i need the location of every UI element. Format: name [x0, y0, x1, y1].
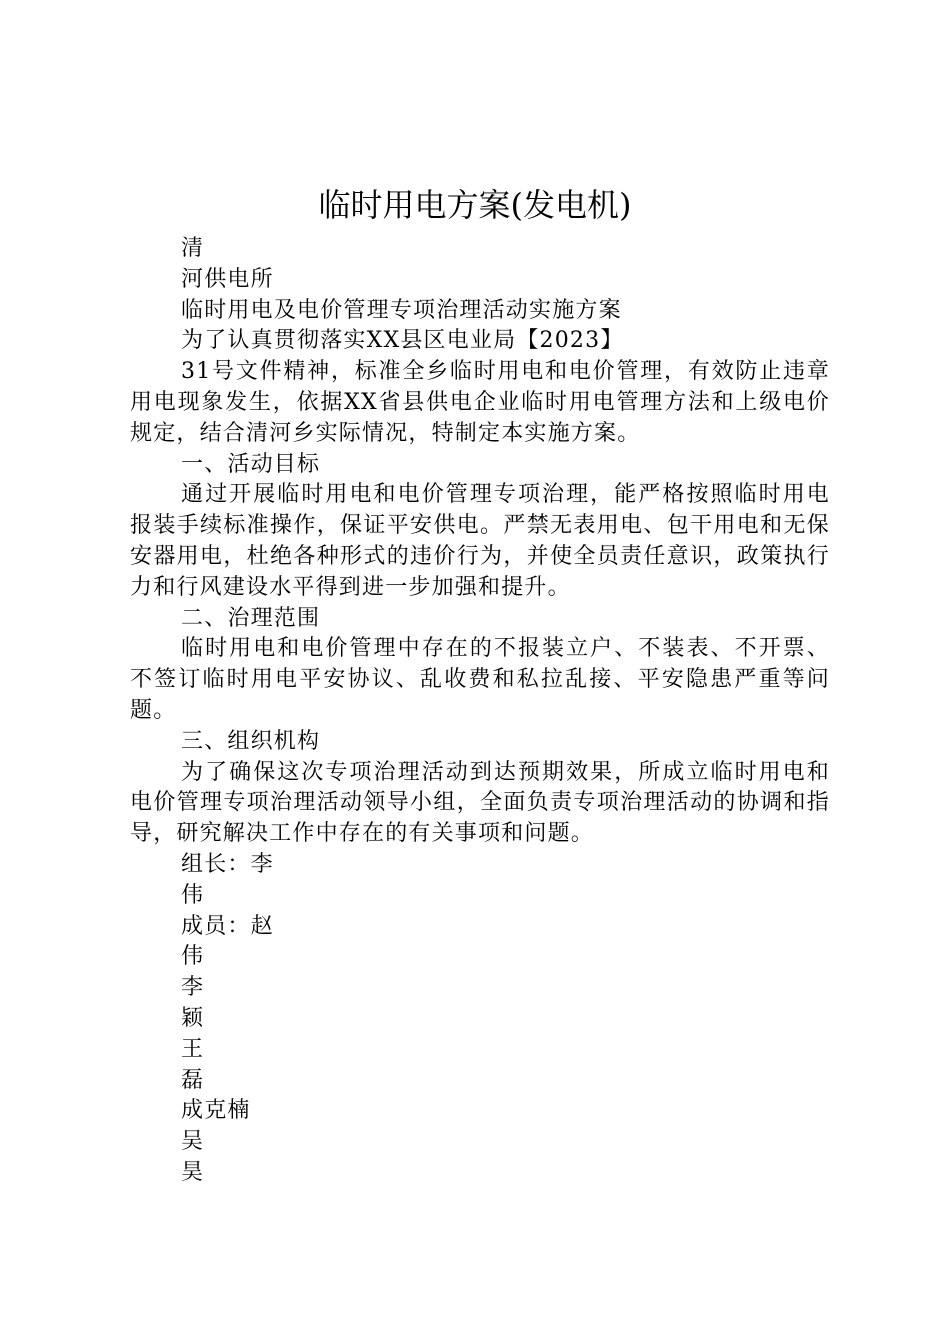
member-line: 王	[181, 1036, 205, 1062]
member-line: 吴	[181, 1129, 205, 1155]
document-title: 临时用电方案(发电机)	[318, 186, 632, 224]
member-line: 组长：李	[181, 851, 274, 877]
member-line: 成克楠	[181, 1098, 251, 1124]
section-heading: 二、治理范围	[181, 605, 321, 631]
member-line: 伟	[181, 944, 205, 970]
section-heading: 三、组织机构	[181, 728, 321, 754]
document-body	[130, 234, 830, 1189]
member-line: 成员：赵	[181, 913, 274, 939]
member-line: 颖	[181, 1005, 205, 1031]
text-line: 河供电所	[181, 266, 274, 292]
section-paragraph: 通过开展临时用电和电价管理专项治理，能严格按照临时用电报装手续标准操作，保证平安供电。严禁无表用电、包干用电和无保安器用电，杜绝各种形式的违价行为，并使全员责任意识，政策执行力和行风建设水平得到进一步加强和提升。	[130, 482, 830, 600]
section-paragraph: 临时用电和电价管理中存在的不报装立户、不装表、不开票、不签订临时用电平安协议、乱收费和私拉乱接、平安隐患严重等问题。	[130, 636, 830, 723]
member-line: 李	[181, 975, 205, 1001]
text-line: 为了认真贯彻落实XX县区电业局【2023】	[181, 328, 624, 354]
member-line: 昊	[181, 1159, 205, 1185]
text-line: 清	[181, 236, 205, 261]
section-paragraph: 为了确保这次专项治理活动到达预期效果，所成立临时用电和电价管理专项治理活动领导小组，全面负责专项治理活动的协调和指导，研究解决工作中存在的有关事项和问题。	[130, 759, 830, 847]
section-heading: 一、活动目标	[181, 451, 321, 477]
intro-paragraph: 31号文件精神，标准全乡临时用电和电价管理，有效防止违章用电现象发生，依据XX省县供电企业临时用电管理方法和上级电价规定，结合清河乡实际情况，特制定本实施方案。	[130, 359, 830, 446]
plan-subtitle: 临时用电及电价管理专项治理活动实施方案	[181, 297, 622, 323]
member-line: 伟	[181, 882, 205, 908]
member-line: 磊	[181, 1067, 205, 1093]
